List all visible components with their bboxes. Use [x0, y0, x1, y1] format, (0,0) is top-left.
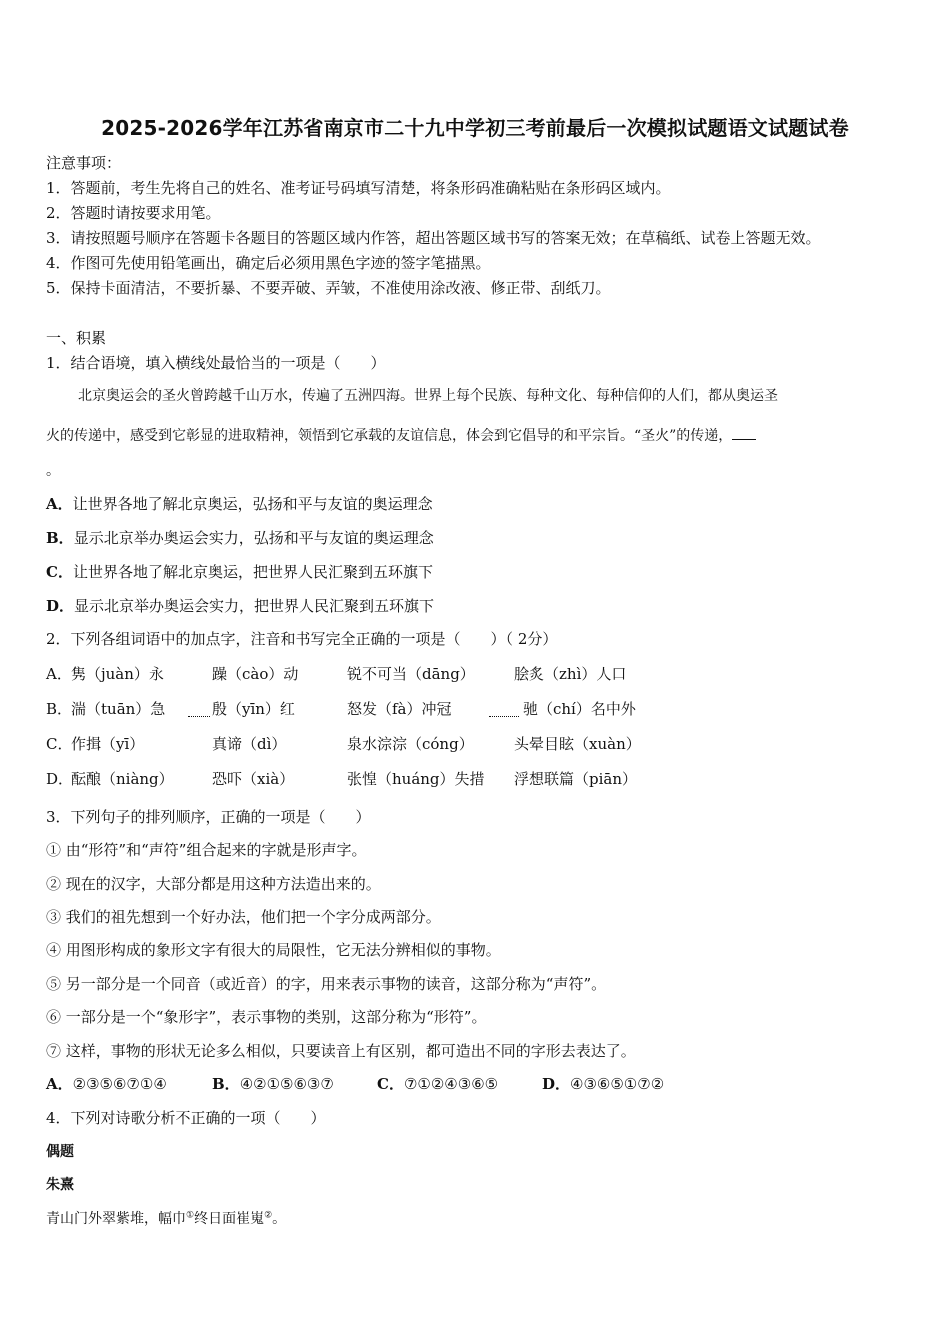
q1-passage-end: 。	[46, 463, 60, 479]
option-text: ④②①⑤⑥③⑦	[239, 1075, 334, 1093]
note-item: 2．答题时请按要求用笔。	[46, 204, 221, 222]
notes-heading: 注意事项：	[46, 154, 122, 172]
q2-row-c-word4: 头晕目眩（xuàn）	[514, 735, 641, 753]
option-text: ②③⑤⑥⑦①④	[72, 1075, 167, 1093]
option-text: 让世界各地了解北京奥运，把世界人民汇聚到五环旗下	[72, 563, 433, 581]
underline-mark	[188, 716, 210, 717]
option-label: B．	[46, 529, 74, 547]
q1-option-c[interactable]	[46, 561, 433, 582]
note-item: 3．请按照题号顺序在答题卡各题目的答题区域内作答，超出答题区域书写的答案无效；在草稿纸、试卷上答题无效。	[46, 229, 821, 247]
footnote-mark: ①	[186, 1210, 195, 1221]
q4-stem: 4．下列对诗歌分析不正确的一项（ ）	[46, 1109, 326, 1127]
note-item: 4．作图可先使用铅笔画出，确定后必须用黑色字迹的签字笔描黑。	[46, 254, 491, 272]
q2-row-c-word1: 作揖（yī）	[71, 735, 145, 753]
q2-row-b-word4: 驰（chí）名中外	[523, 700, 636, 718]
answer-blank	[732, 425, 756, 440]
q2-row-b-word1: 湍（tuān）急	[71, 700, 166, 718]
q2-stem: 2．下列各组词语中的加点字，注音和书写完全正确的一项是（ ）（ 2分）	[46, 630, 558, 648]
poem-text: 青山门外翠紫堆，幅巾	[46, 1211, 186, 1227]
q2-row-c-word2: 真谛（dì）	[212, 735, 287, 753]
poem-line	[46, 1208, 286, 1228]
underline-mark	[489, 716, 519, 717]
option-label: C．	[377, 1075, 404, 1093]
q2-row-d-label[interactable]: D．	[46, 770, 74, 788]
option-text: ⑦①②④③⑥⑤	[403, 1075, 499, 1093]
section-heading: 一、积累	[46, 329, 107, 347]
q3-option-c[interactable]	[377, 1073, 498, 1094]
q2-row-d-word3: 张惶（huáng）失措	[347, 770, 485, 788]
q1-option-b[interactable]	[46, 527, 434, 548]
q2-row-c-word3: 泉水淙淙（cóng）	[347, 735, 474, 753]
q2-row-b-word3: 怒发（fà）冲冠	[347, 700, 452, 718]
q1-option-a[interactable]	[46, 493, 433, 514]
option-label: A．	[46, 495, 73, 513]
q3-stem: 3．下列句子的排列顺序，正确的一项是（ ）	[46, 808, 371, 826]
poem-text: 。	[272, 1211, 287, 1227]
option-text: ④③⑥⑤①⑦②	[570, 1075, 665, 1093]
option-text: 让世界各地了解北京奥运，弘扬和平与友谊的奥运理念	[72, 495, 433, 513]
q3-sentence: ⑤ 另一部分是一个同音（或近音）的字，用来表示事物的读音，这部分称为“声符”。	[46, 975, 607, 993]
q3-sentence: ④ 用图形构成的象形文字有很大的局限性，它无法分辨相似的事物。	[46, 941, 501, 959]
option-text: 显示北京举办奥运会实力，把世界人民汇聚到五环旗下	[74, 597, 435, 615]
option-label: A．	[46, 1075, 73, 1093]
q2-row-a-word3: 锐不可当（dāng）	[347, 665, 475, 683]
q2-row-c-label[interactable]: C．	[46, 735, 73, 753]
q2-row-a-word4: 脍炙（zhì）人口	[514, 665, 627, 683]
q1-passage-line2	[46, 425, 756, 445]
q2-row-b-word2: 殷（yīn）红	[212, 700, 295, 718]
q2-row-d-word1: 酝酿（niàng）	[71, 770, 174, 788]
poem-author: 朱熹	[46, 1177, 74, 1193]
q2-row-d-word2: 恐吓（xià）	[212, 770, 295, 788]
note-item: 5．保持卡面清洁，不要折暴、不要弄破、弄皱，不准使用涂改液、修正带、刮纸刀。	[46, 279, 611, 297]
option-text: 显示北京举办奥运会实力，弘扬和平与友谊的奥运理念	[73, 529, 434, 547]
option-label: C．	[46, 563, 73, 581]
q2-row-a-word2: 躁（cào）动	[212, 665, 299, 683]
q1-passage-text: 火的传递中，感受到它彰显的进取精神，领悟到它承载的友谊信息，体会到它倡导的和平宗旨。“圣火”的传递，	[46, 428, 733, 444]
q3-sentence: ⑥ 一部分是一个“象形字”，表示事物的类别，这部分称为“形符”。	[46, 1008, 487, 1026]
q2-row-b-label[interactable]: B．	[46, 700, 73, 718]
q2-row-d-word4: 浮想联篇（piān）	[514, 770, 638, 788]
option-label: D．	[542, 1075, 571, 1093]
q2-row-a-label[interactable]: A．	[46, 665, 72, 683]
q3-option-a[interactable]	[46, 1073, 167, 1094]
q1-option-d[interactable]	[46, 595, 434, 616]
option-label: B．	[212, 1075, 240, 1093]
footnote-mark: ②	[264, 1210, 273, 1221]
poem-title: 偶题	[46, 1144, 74, 1160]
option-label: D．	[46, 597, 75, 615]
q3-sentence: ② 现在的汉字，大部分都是用这种方法造出来的。	[46, 875, 381, 893]
q3-sentence: ① 由“形符”和“声符”组合起来的字就是形声字。	[46, 841, 367, 859]
page-title: 2025-2026学年江苏省南京市二十九中学初三考前最后一次模拟试题语文试题试卷	[101, 116, 849, 140]
q1-passage-line1: 北京奥运会的圣火曾跨越千山万水，传遍了五洲四海。世界上每个民族、每种文化、每种信仰的人们，都从奥运圣	[78, 388, 778, 404]
poem-text: 终日面崔嵬	[194, 1211, 265, 1227]
q1-stem: 1．结合语境，填入横线处最恰当的一项是（ ）	[46, 354, 386, 372]
q3-sentence: ⑦ 这样，事物的形状无论多么相似，只要读音上有区别，都可造出不同的字形去表达了。	[46, 1042, 636, 1060]
note-item: 1．答题前，考生先将自己的姓名、准考证号码填写清楚，将条形码准确粘贴在条形码区域内。	[46, 179, 671, 197]
q3-option-d[interactable]	[542, 1073, 664, 1094]
q3-sentence: ③ 我们的祖先想到一个好办法，他们把一个字分成两部分。	[46, 908, 441, 926]
q3-option-b[interactable]	[212, 1073, 334, 1094]
q2-row-a-word1: 隽（juàn）永	[71, 665, 164, 683]
